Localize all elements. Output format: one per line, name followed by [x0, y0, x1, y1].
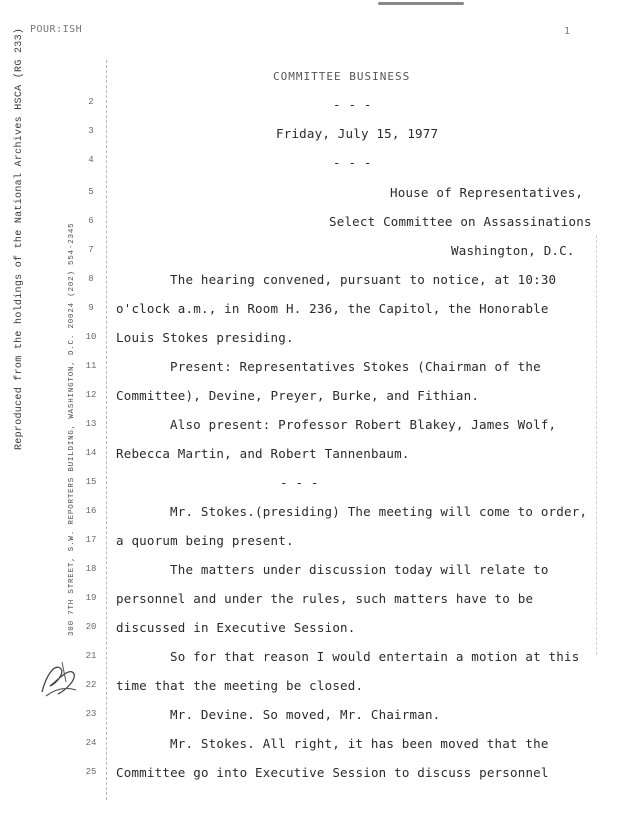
transcript-line: Committee), Devine, Preyer, Burke, and Fithian. [116, 388, 480, 403]
right-margin-rule [596, 235, 597, 655]
line-number: 6 [88, 216, 94, 226]
transcript-line: Mr. Stokes. All right, it has been moved that the [170, 736, 549, 751]
line-number: 20 [85, 622, 97, 632]
line-number: 24 [85, 738, 97, 748]
transcript-line: Committee go into Executive Session to discuss personnel [116, 765, 549, 780]
left-margin-rule [106, 60, 107, 800]
transcript-line: The matters under discussion today will relate to [170, 562, 549, 577]
transcript-line: a quorum being present. [116, 533, 294, 548]
line-number: 2 [88, 97, 94, 107]
line-number: 11 [85, 361, 97, 371]
line-number: 8 [88, 274, 94, 284]
transcript-line: Rebecca Martin, and Robert Tannenbaum. [116, 446, 410, 461]
line-number: 5 [88, 187, 94, 197]
transcript-line: Also present: Professor Robert Blakey, James Wolf, [170, 417, 557, 432]
reporter-stamp: 300 7TH STREET, S.W. REPORTERS BUILDING, WASHINGTON, D.C. 20024 (202) 554-2345 [68, 222, 76, 636]
line-number: 9 [88, 303, 94, 313]
line-number: 16 [85, 506, 97, 516]
transcript-line: Mr. Stokes.(presiding) The meeting will come to order, [170, 504, 588, 519]
transcript-line: Louis Stokes presiding. [116, 330, 294, 345]
transcript-line: So for that reason I would entertain a motion at this [170, 649, 580, 664]
document-title: COMMITTEE BUSINESS [273, 70, 411, 83]
line-number: 21 [85, 651, 97, 661]
line-number: 19 [85, 593, 97, 603]
archive-note: Reproduced from the holdings of the National Archives HSCA (RG 233) [14, 27, 25, 450]
transcript-line: personnel and under the rules, such matters have to be [116, 591, 534, 606]
line-number: 13 [85, 419, 97, 429]
line-number: 14 [85, 448, 97, 458]
separator: - - - [333, 97, 372, 112]
line-number: 15 [85, 477, 97, 487]
address-line-city: Washington, D.C. [451, 243, 575, 258]
handwritten-initials-mark [36, 656, 82, 702]
transcript-line: The hearing convened, pursuant to notice, at 10:30 [170, 272, 557, 287]
line-number: 17 [85, 535, 97, 545]
line-number: 3 [88, 126, 94, 136]
hearing-date: Friday, July 15, 1977 [276, 126, 439, 141]
line-number: 25 [85, 767, 97, 777]
transcript-line: Mr. Devine. So moved, Mr. Chairman. [170, 707, 441, 722]
address-line-committee: Select Committee on Assassinations [329, 214, 592, 229]
line-number: 10 [85, 332, 97, 342]
separator: - - - [280, 475, 319, 490]
line-number: 4 [88, 155, 94, 165]
line-number: 22 [85, 680, 97, 690]
line-number: 18 [85, 564, 97, 574]
transcript-line: discussed in Executive Session. [116, 620, 356, 635]
page-number: 1 [564, 26, 571, 37]
address-line-house: House of Representatives, [390, 185, 584, 200]
top-edge-mark [378, 2, 464, 5]
line-number: 23 [85, 709, 97, 719]
separator: - - - [333, 155, 372, 170]
header-tag: POUR:ISH [30, 24, 83, 35]
transcript-line: o'clock a.m., in Room H. 236, the Capitol, the Honorable [116, 301, 549, 316]
transcript-line: Present: Representatives Stokes (Chairman of the [170, 359, 541, 374]
line-number: 7 [88, 245, 94, 255]
line-number: 12 [85, 390, 97, 400]
transcript-line: time that the meeting be closed. [116, 678, 364, 693]
